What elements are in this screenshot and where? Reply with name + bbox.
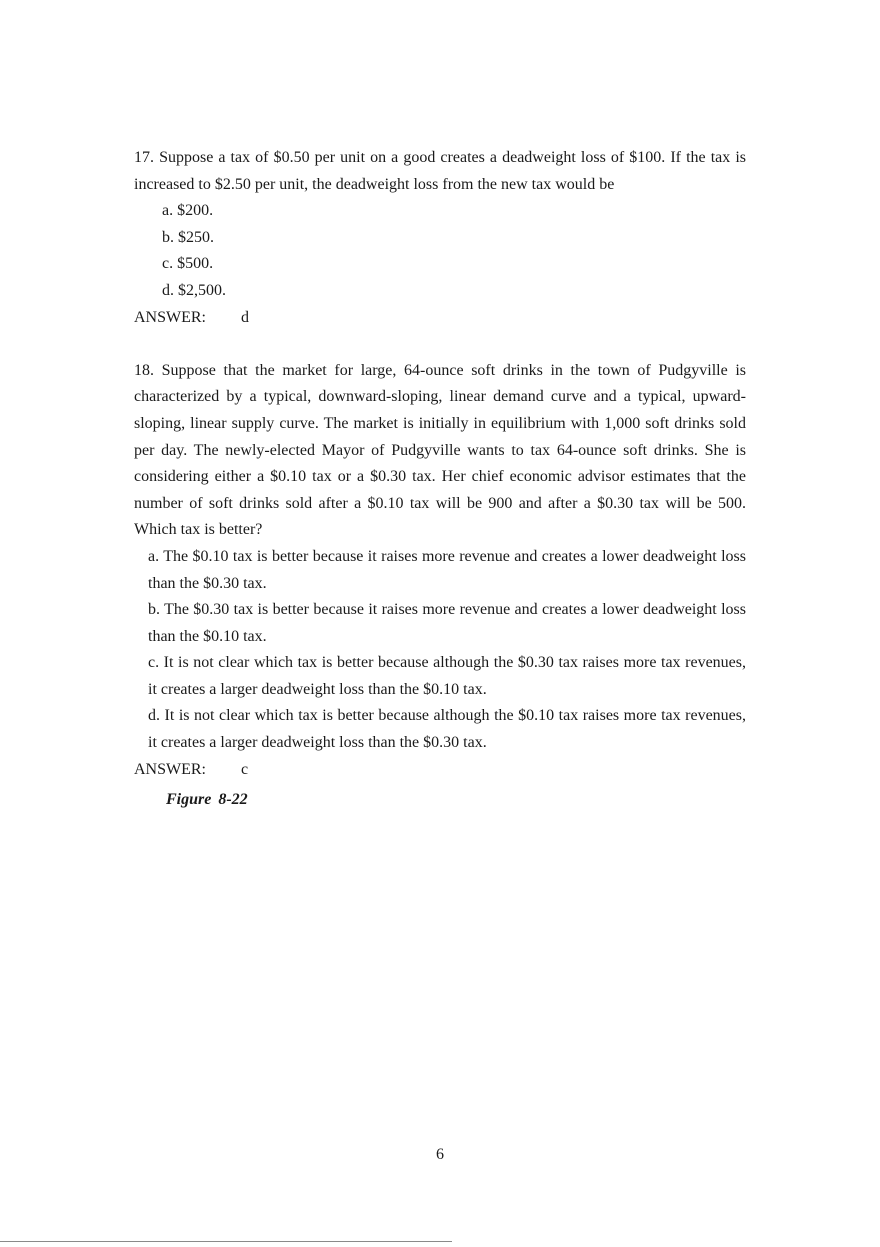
question-17-option-b: b. $250. [162,228,214,246]
spacer [134,331,746,358]
question-17-stem: 17. Suppose a tax of $0.50 per unit on a good creates a deadweight loss of $100. If the tax is increased to $2.50 per unit, the deadweight loss from the new tax would be [134,149,746,193]
answer-label: ANSWER: [134,308,206,326]
question-18-answer [134,757,746,784]
question-17-option-c: c. $500. [162,255,214,273]
question-18 [134,358,746,784]
figure-caption: Figure 8-22 [166,791,248,809]
answer-label: ANSWER: [134,760,206,778]
question-18-options [134,544,746,757]
question-18-option-c: c. It is not clear which tax is better because although the $0.30 tax raises more tax revenues, it creates a larger deadweight loss than the $0.10 tax. [148,654,746,698]
question-17-option-d: d. $2,500. [162,281,226,299]
question-18-stem: 18. Suppose that the market for large, 64-ounce soft drinks in the town of Pudgyville is characterized by a typical, downward-sloping, linear demand curve and a typical, upward-sloping, linear supply curve. The market is initially in equilibrium with 1,000 soft drinks sold per day. The newly-elected Mayor of Pudgyville wants to tax 64-ounce soft drinks. She is considering either a $0.10 tax or a $0.30 tax. Her chief economic advisor estimates that the number of soft drinks sold after a $0.10 tax will be 900 and after a $0.30 tax will be 500. Which tax is better? [134,361,746,539]
footer-divider [0,1241,452,1242]
answer-value: d [241,308,249,326]
question-18-option-d: d. It is not clear which tax is better because although the $0.10 tax raises more tax revenues, it creates a larger deadweight loss than the $0.30 tax. [148,707,746,752]
page-number: 6 [436,1146,444,1163]
question-18-option-a: a. The $0.10 tax is better because it raises more revenue and creates a lower deadweight loss than the $0.30 tax. [148,547,746,592]
question-17 [134,145,746,331]
question-17-answer [134,305,746,332]
question-17-options [134,198,746,304]
question-18-option-b: b. The $0.30 tax is better because it raises more revenue and creates a lower deadweight loss than the $0.10 tax. [148,601,746,645]
page-content [134,145,746,814]
answer-value: c [241,760,249,778]
question-17-option-a: a. $200. [162,202,214,220]
